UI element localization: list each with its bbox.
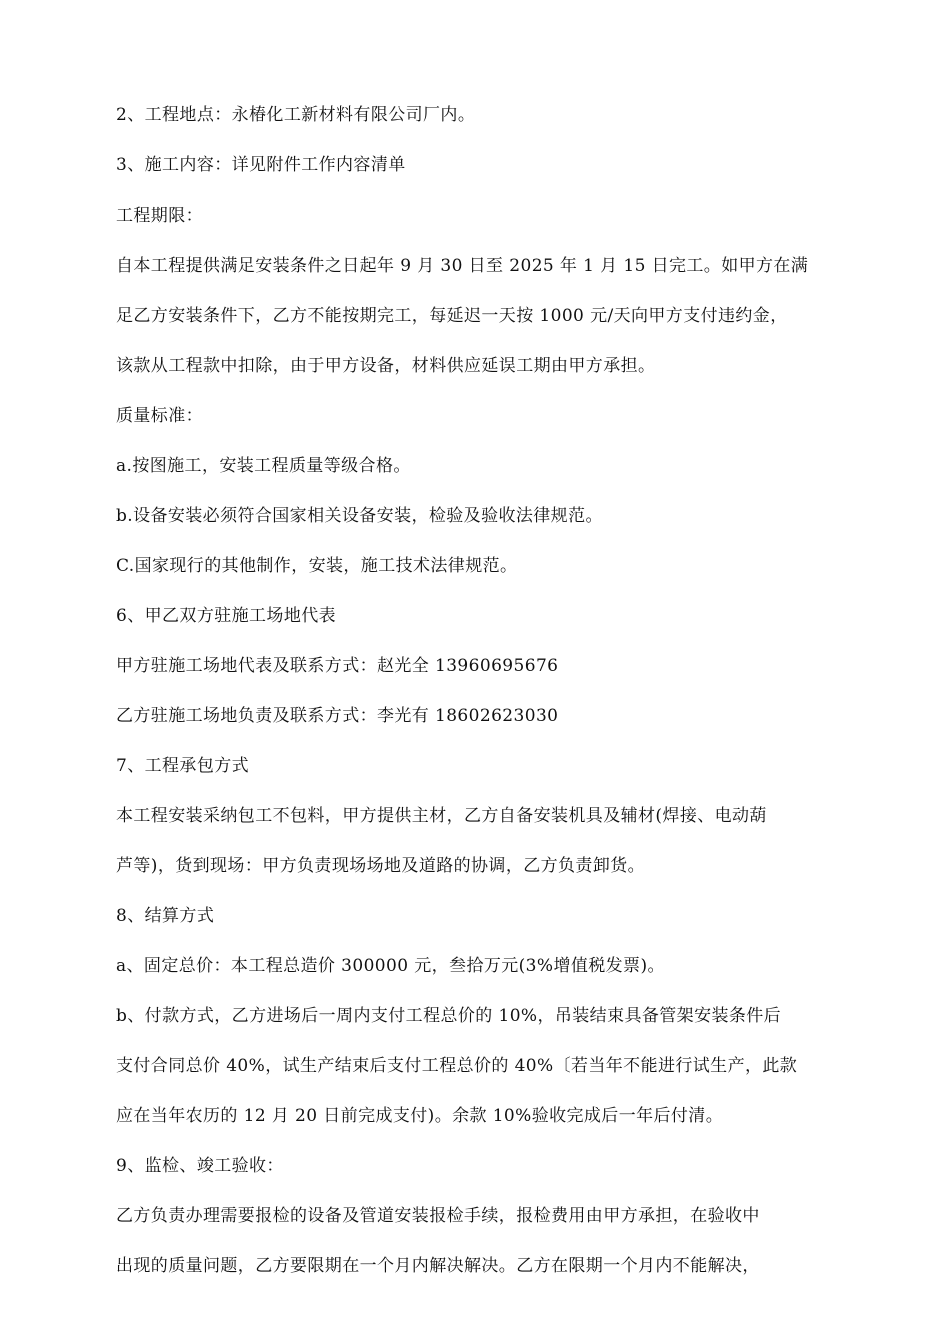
text-line: 应在当年农历的 12 月 20 日前完成支付)。余款 10%验收完成后一年后付清。	[116, 1106, 724, 1126]
text-line: b、付款方式，乙方进场后一周内支付工程总价的 10%，吊装结束具备管架安装条件后	[116, 1006, 782, 1026]
text-line: 乙方负责办理需要报检的设备及管道安装报检手续，报检费用由甲方承担，在验收中	[116, 1206, 760, 1226]
text-line: 9、监检、竣工验收：	[116, 1156, 284, 1176]
text-line: 7、工程承包方式	[116, 756, 250, 776]
text-line: 质量标准：	[116, 406, 203, 426]
text-line: 该款从工程款中扣除，由于甲方设备，材料供应延误工期由甲方承担。	[116, 356, 656, 376]
text-line: 2、工程地点：永椿化工新材料有限公司厂内。	[116, 105, 476, 125]
text-line: 6、甲乙双方驻施工场地代表	[116, 606, 337, 626]
text-line: 支付合同总价 40%，试生产结束后支付工程总价的 40%〔若当年不能进行试生产，此款	[116, 1056, 798, 1076]
text-line: 自本工程提供满足安装条件之日起年 9 月 30 日至 2025 年 1 月 15 日完工。如甲方在满	[116, 256, 809, 276]
text-line: a.按图施工，安装工程质量等级合格。	[116, 456, 411, 476]
text-line: 甲方驻施工场地代表及联系方式：赵光全 13960695676	[116, 656, 559, 676]
text-line: C.国家现行的其他制作，安装，施工技术法律规范。	[116, 556, 518, 576]
text-line: 工程期限：	[116, 206, 203, 226]
text-line: 3、施工内容：详见附件工作内容清单	[116, 155, 406, 175]
text-line: 本工程安装采纳包工不包料，甲方提供主材，乙方自备安装机具及辅材(焊接、电动葫	[116, 806, 767, 826]
text-line: 足乙方安装条件下，乙方不能按期完工，每延迟一天按 1000 元/天向甲方支付违约金，	[116, 306, 788, 326]
text-line: 乙方驻施工场地负责及联系方式：李光有 18602623030	[116, 706, 559, 726]
text-line: b.设备安装必须符合国家相关设备安装，检验及验收法律规范。	[116, 506, 603, 526]
text-line: 出现的质量问题，乙方要限期在一个月内解决解决。乙方在限期一个月内不能解决，	[116, 1256, 760, 1276]
text-line: 8、结算方式	[116, 906, 215, 926]
text-line: a、固定总价：本工程总造价 300000 元，叁拾万元(3%增值税发票)。	[116, 956, 665, 976]
text-line: 芦等)，货到现场：甲方负责现场场地及道路的协调，乙方负责卸货。	[116, 856, 646, 876]
